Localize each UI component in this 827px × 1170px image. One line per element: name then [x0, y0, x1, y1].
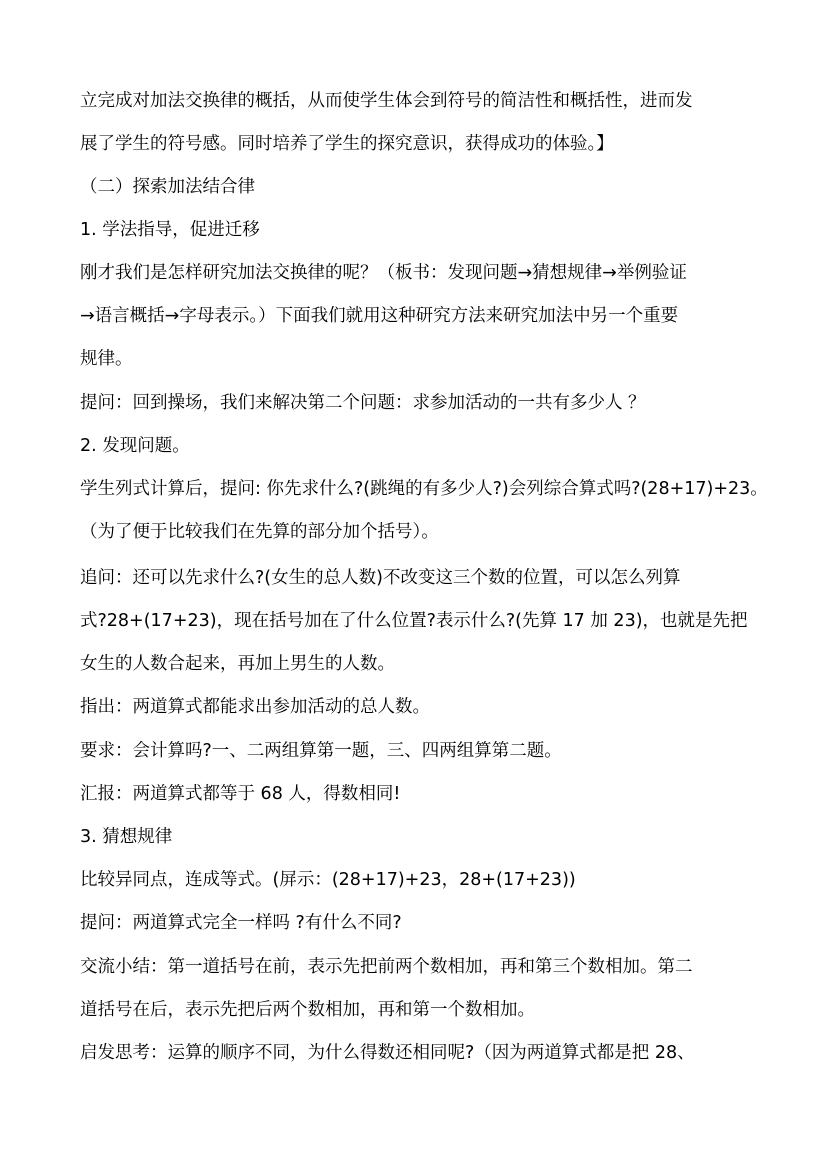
text-line: 式?28+(17+23)，现在括号加在了什么位置?表示什么?(先算 17 加 23)，也就是先把 — [80, 611, 748, 631]
text-line: 要求：会计算吗?一、二两组算第一题，三、四两组算第二题。 — [80, 741, 562, 761]
text-line: 启发思考：运算的顺序不同，为什么得数还相同呢?（因为两道算式都是把 28、 — [80, 1043, 695, 1063]
subsection-heading: 1. 学法指导，促进迁移 — [80, 220, 260, 240]
text-line: 女生的人数合起来，再加上男生的人数。 — [80, 654, 395, 674]
text-line: 提问：回到操场，我们来解决第二个问题：求参加活动的一共有多少人 ？ — [80, 393, 646, 413]
text-line: 交流小结：第一道括号在前，表示先把前两个数相加，再和第三个数相加。第二 — [80, 957, 693, 977]
subsection-heading: 3. 猜想规律 — [80, 827, 173, 847]
section-heading: （二）探索加法结合律 — [80, 177, 255, 197]
text-line: 学生列式计算后，提问: 你先求什么?(跳绳的有多少人?)会列综合算式吗?(28+17)+23。 — [80, 479, 768, 499]
text-line: 比较异同点，连成等式。(屏示：(28+17)+23，28+(17+23)) — [80, 870, 576, 890]
text-line: 提问：两道算式完全一样吗 ?有什么不同? — [80, 913, 402, 933]
text-line: 追问：还可以先求什么?(女生的总人数)不改变这三个数的位置，可以怎么列算 — [80, 568, 681, 588]
text-line: 展了学生的符号感。同时培养了学生的探究意识，获得成功的体验。】 — [80, 134, 614, 154]
text-line: 汇报：两道算式都等于 68 人，得数相同! — [80, 784, 401, 804]
text-line: 刚才我们是怎样研究加法交换律的呢？（板书：发现问题→猜想规律→举例验证 — [80, 263, 687, 283]
subsection-heading: 2. 发现问题。 — [80, 436, 190, 456]
text-line: 规律。 — [80, 349, 133, 369]
text-line: →语言概括→字母表示。）下面我们就用这种研究方法来研究加法中另一个重要 — [80, 306, 679, 326]
text-line: （为了便于比较我们在先算的部分加个括号）。 — [80, 522, 439, 542]
text-line: 指出：两道算式都能求出参加活动的总人数。 — [80, 697, 430, 717]
text-line: 立完成对加法交换律的概括，从而使学生体会到符号的简洁性和概括性，进而发 — [80, 91, 693, 111]
text-line: 道括号在后，表示先把后两个数相加，再和第一个数相加。 — [80, 1000, 535, 1020]
